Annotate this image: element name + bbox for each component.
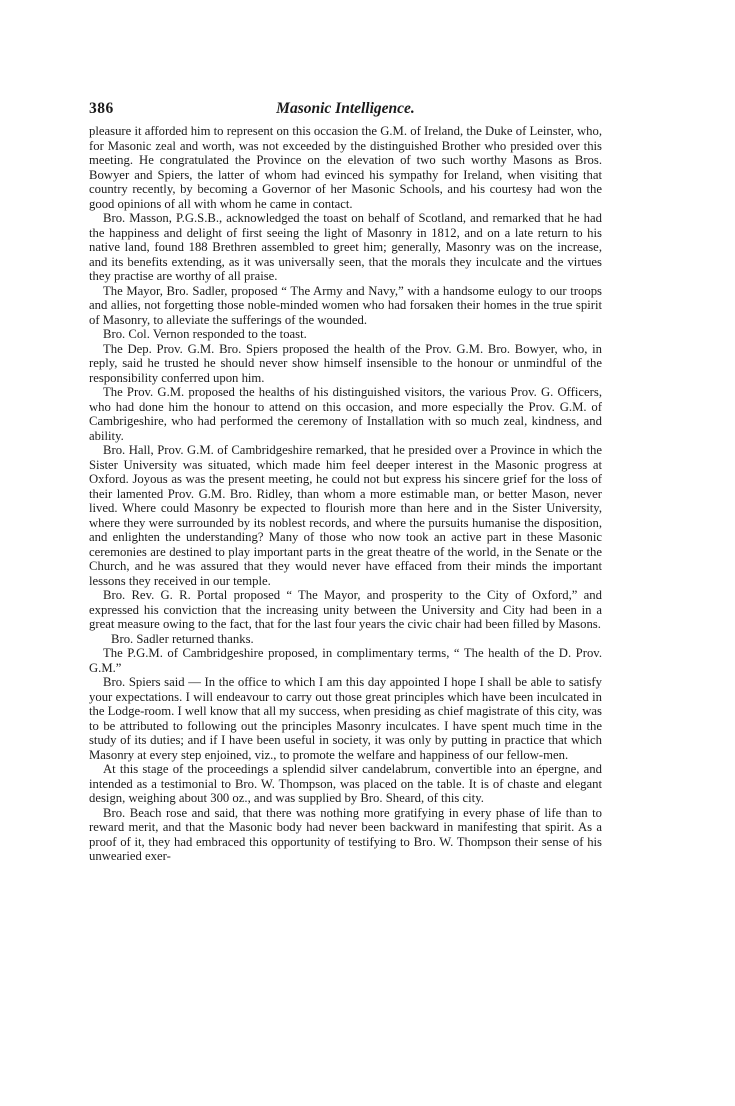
paragraph-spiers-health-pgm: The Dep. Prov. G.M. Bro. Spiers proposed the health of the Prov. G.M. Bro. Bowyer, who, in reply, said he trusted he should never show himself insensible to the honour or unmindful of the responsibility conferred upon him. (89, 341, 602, 385)
paragraph-ireland-toast: pleasure it afforded him to represent on this occasion the G.M. of Ireland, the Duke of Leinster, who, for Masonic zeal and worth, was not exceeded by the distinguished Brother who presided over this meeting. He congratulated the Province on the elevation of two such worthy Masons as Bros. Bowyer and Spiers, the latter of whom had evinced his sympathy for Ireland, when visiting that country recently, by becoming a Governor of her Masonic Schools, and his courtesy had won the good opinions of all with whom he came in contact. (89, 124, 602, 211)
paragraph-army-navy-toast: The Mayor, Bro. Sadler, proposed “ The Army and Navy,” with a handsome eulogy to our troops and allies, not forgetting those noble-minded women who had forsaken their homes in the true spirit of Masonry, to alleviate the sufferings of the wounded. (89, 283, 602, 327)
paragraph-masson-reply: Bro. Masson, P.G.S.B., acknowledged the toast on behalf of Scotland, and remarked that he had the happiness and delight of first seeing the light of Masonry in 1812, and on a late return to his native land, found 188 Brethren assembled to greet him; generally, Masonry was on the increase, and its benefits extending, as it was universally seen, that the morals they inculcate and the virtues they practise are worthy of all praise. (89, 211, 602, 283)
paragraph-sadler-thanks: Bro. Sadler returned thanks. (111, 631, 254, 646)
running-title: Masonic Intelligence. (276, 100, 415, 117)
paragraph-hall-remarks: Bro. Hall, Prov. G.M. of Cambridgeshire remarked, that he presided over a Province in which the Sister University was situated, which made him feel deeper interest in the Masonic progress at Oxford. Joyous as was the present meeting, he could not but express his sincere grief for the loss of their lamented Prov. G.M. Bro. Ridley, than whom a more estimable man, or better Mason, never lived. Where could Masonry be expected to flourish more than here and in the Sister University, where they were surrounded by its noblest records, and where the pursuits humanise the disposition, and enlighten the understanding? Many of those who now took an active part in these Masonic ceremonies are destined to play important parts in the great theatre of the world, in the Senate or the Church, and he was assured that they would never have effaced from their minds the important lessons they received in our temple. (89, 443, 602, 588)
paragraph-vernon-response: Bro. Col. Vernon responded to the toast. (103, 327, 307, 341)
paragraph-dpgm-health: The P.G.M. of Cambridgeshire proposed, in complimentary terms, “ The health of the D. Prov. G.M.” (89, 646, 602, 675)
paragraph-portal-toast: Bro. Rev. G. R. Portal proposed “ The Mayor, and prosperity to the City of Oxford,” and expressed his conviction that the increasing unity between the University and City had been in a great measure owing to the fact, that for the last four years the civic chair had been filled by Masons. (89, 588, 602, 631)
page-number: 386 (89, 100, 114, 117)
article-body (89, 124, 602, 864)
paragraph-candelabrum: At this stage of the proceedings a splendid silver candelabrum, convertible into an épergne, and intended as a testimonial to Bro. W. Thompson, was placed on the table. It is of chaste and elegant design, weighing about 300 oz., and was supplied by Bro. Sheard, of this city. (89, 762, 602, 805)
paragraph-beach-speech: Bro. Beach rose and said, that there was nothing more gratifying in every phase of life than to reward merit, and that the Masonic body had never been backward in manifesting that spirit. As a proof of it, they had embraced this opportunity of testifying to Bro. W. Thompson their sense of his unwearied exer- (89, 805, 602, 863)
paragraph-visitors-health: The Prov. G.M. proposed the healths of his distinguished visitors, the various Prov. G. Officers, who had done him the honour to attend on this occasion, and more especially the Prov. G.M. of Cambrigeshire, who had performed the ceremony of Installation with so much zeal, kindness, and ability. (89, 385, 602, 443)
paragraph-spiers-speech: Bro. Spiers said — In the office to which I am this day appointed I hope I shall be able to satisfy your expectations. I will endeavour to carry out those great principles which have been inculcated in the Lodge-room. I well know that all my success, when presiding as chief magistrate of this city, was to be attributed to following out the principles Masonry inculcates. I have spent much time in the study of its duties; and if I have been useful in society, it was only by putting in practice that which Masonry at every step enjoined, viz., to promote the welfare and happiness of our fellow-men. (89, 675, 602, 762)
page (89, 100, 602, 864)
running-head (89, 100, 602, 122)
